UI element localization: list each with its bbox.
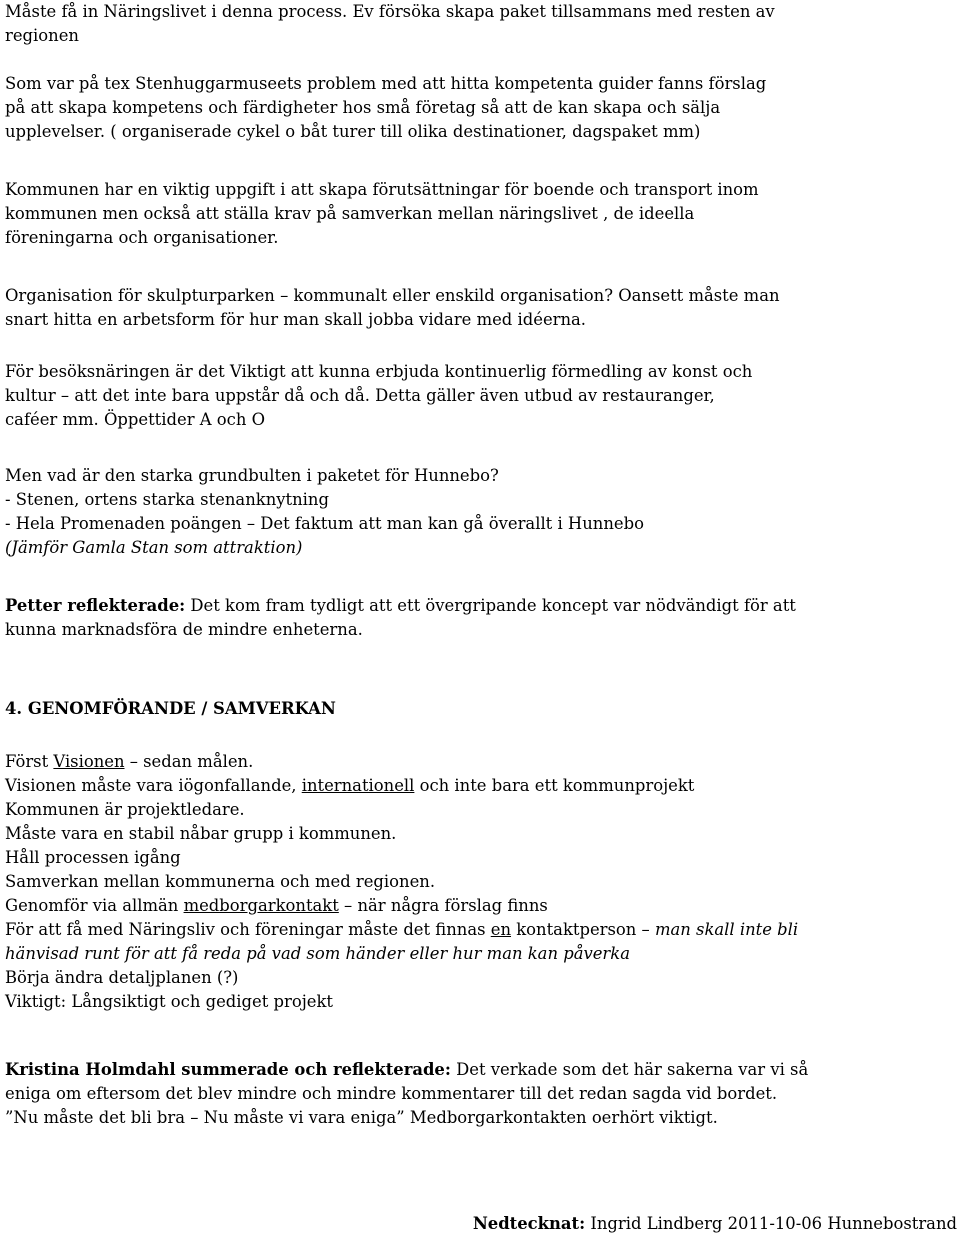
- petter-paragraph: [5, 594, 796, 642]
- text-line: [5, 918, 798, 942]
- text-line: - Stenen, ortens starka stenanknytning: [5, 490, 329, 509]
- text-run: internationell: [301, 776, 415, 795]
- genomforande-list: [5, 750, 798, 1014]
- text-line: - Hela Promenaden poängen – Det faktum att man kan gå överallt i Hunnebo: [5, 514, 644, 533]
- speaker-name: Kristina Holmdahl summerade och reflekterade:: [5, 1060, 451, 1079]
- text-run: Visionen måste vara iögonfallande,: [5, 776, 302, 795]
- intro-paragraph: [5, 0, 775, 48]
- text-line: Organisation för skulpturparken – kommunalt eller enskild organisation? Oansett måste man: [5, 286, 780, 305]
- text-run: man skall inte bli: [654, 920, 799, 939]
- text-line: snart hitta en arbetsform för hur man skall jobba vidare med idéerna.: [5, 310, 587, 329]
- text-line: kommunen men också att ställa krav på samverkan mellan näringslivet , de ideella: [5, 204, 695, 223]
- text-line: regionen: [5, 26, 79, 45]
- text-line: Börja ändra detaljplanen (?): [5, 968, 239, 987]
- text-run: Visionen: [53, 752, 125, 771]
- text-run: och inte bara ett kommunprojekt: [414, 776, 695, 795]
- text-run: – sedan målen.: [124, 752, 254, 771]
- text-line: Håll processen igång: [5, 848, 181, 867]
- text-run: medborgarkontakt: [183, 896, 339, 915]
- text-line: Viktigt: Långsiktigt och gediget projekt: [5, 992, 333, 1011]
- footer-signature: [473, 1212, 957, 1236]
- text-run: – när några förslag finns: [338, 896, 548, 915]
- text-line: Måste vara en stabil nåbar grupp i kommunen.: [5, 824, 397, 843]
- text-line: Som var på tex Stenhuggarmuseets problem med att hitta kompetenta guider fanns förslag: [5, 74, 767, 93]
- text-run: Det kom fram tydligt att ett övergripande koncept var nödvändigt för att: [185, 596, 796, 615]
- text-line: [5, 750, 798, 774]
- stenhuggar-paragraph: [5, 72, 766, 144]
- text-run: För att få med Näringsliv och föreningar måste det finnas: [5, 920, 491, 939]
- text-line: [5, 594, 796, 618]
- organisation-paragraph: [5, 284, 780, 332]
- footer-text: Ingrid Lindberg 2011-10-06 Hunnebostrand: [585, 1214, 957, 1233]
- text-line: kunna marknadsföra de mindre enheterna.: [5, 620, 363, 639]
- text-line: kultur – att det inte bara uppstår då och då. Detta gäller även utbud av restauranger,: [5, 386, 715, 405]
- text-line: (Jämför Gamla Stan som attraktion): [5, 538, 303, 557]
- text-line: Kommunen är projektledare.: [5, 800, 245, 819]
- text-line: Men vad är den starka grundbulten i paketet för Hunnebo?: [5, 466, 499, 485]
- text-run: Det verkade som det här sakerna var vi så: [450, 1060, 809, 1079]
- text-line: Måste få in Näringslivet i denna process. Ev försöka skapa paket tillsammans med resten av: [5, 2, 775, 21]
- text-run: Först: [5, 752, 54, 771]
- text-line: hänvisad runt för att få reda på vad som händer eller hur man kan påverka: [5, 944, 630, 963]
- text-line: eniga om eftersom det blev mindre och mindre kommentarer till det redan sagda vid bordet.: [5, 1084, 778, 1103]
- footer-label: Nedtecknat:: [472, 1214, 586, 1233]
- text-line: ”Nu måste det bli bra – Nu måste vi vara eniga” Medborgarkontakten oerhört viktigt.: [5, 1108, 718, 1127]
- text-run: kontaktperson –: [511, 920, 655, 939]
- text-run: Genomför via allmän: [5, 896, 184, 915]
- text-line: För besöksnäringen är det Viktigt att kunna erbjuda kontinuerlig förmedling av konst och: [5, 362, 753, 381]
- text-line: föreningarna och organisationer.: [5, 228, 279, 247]
- text-line: caféer mm. Öppettider A och O: [5, 410, 266, 429]
- besok-paragraph: [5, 360, 752, 432]
- kommunen-paragraph: [5, 178, 759, 250]
- text-line: [5, 1058, 808, 1082]
- text-line: [5, 894, 798, 918]
- kristina-paragraph: [5, 1058, 808, 1130]
- text-line: Samverkan mellan kommunerna och med regionen.: [5, 872, 436, 891]
- section-heading: [5, 697, 336, 721]
- text-line: Kommunen har en viktig uppgift i att skapa förutsättningar för boende och transport inom: [5, 180, 759, 199]
- speaker-name: Petter reflekterade:: [5, 596, 186, 615]
- text-line: på att skapa kompetens och färdigheter hos små företag så att de kan skapa och sälja: [5, 98, 721, 117]
- text-run: en: [490, 920, 512, 939]
- text-line: [5, 774, 798, 798]
- section-title: 4. GENOMFÖRANDE / SAMVERKAN: [5, 699, 336, 718]
- text-line: upplevelser. ( organiserade cykel o båt turer till olika destinationer, dagspaket mm): [5, 122, 701, 141]
- grundbult-paragraph: [5, 464, 644, 560]
